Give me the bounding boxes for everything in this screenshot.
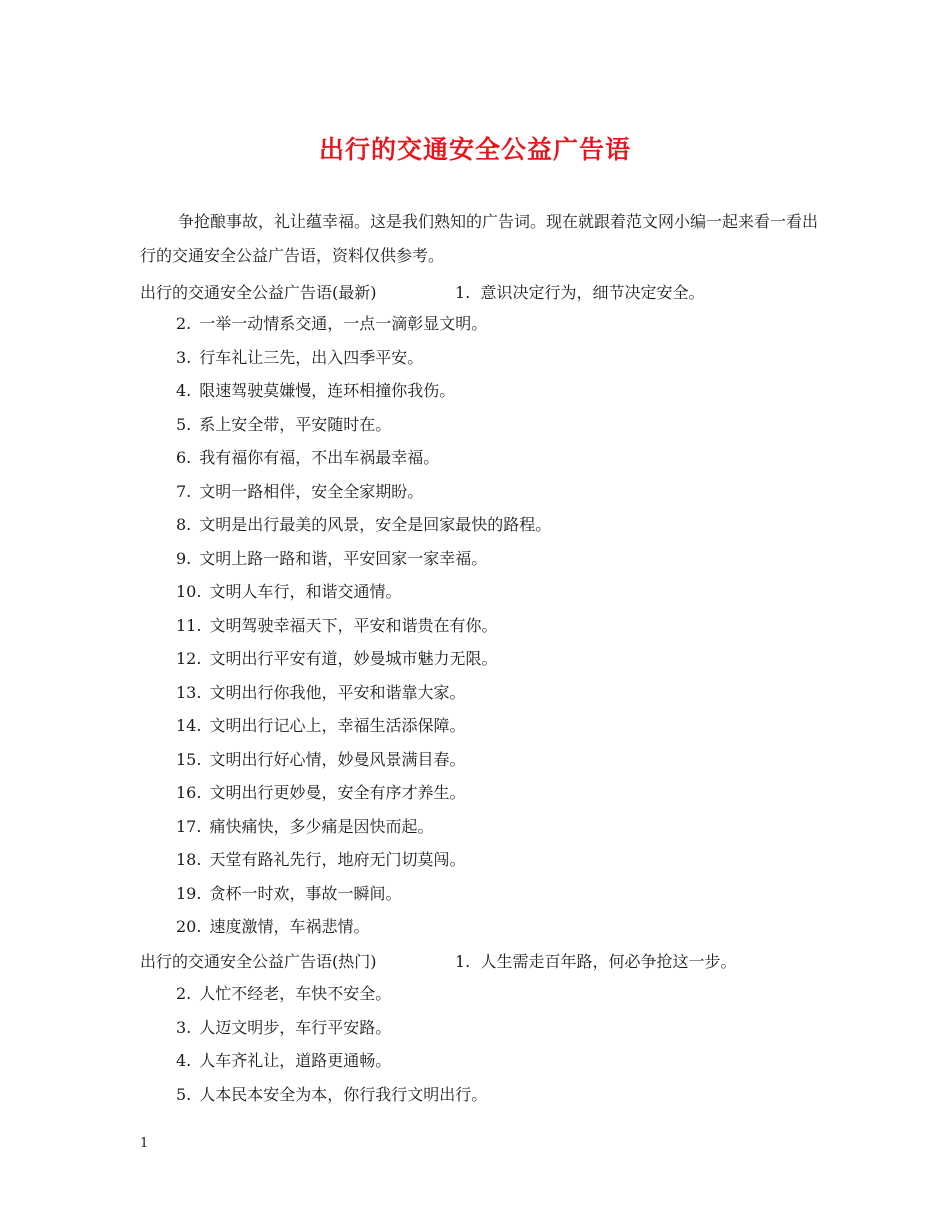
list-item-text: 人迈文明步，车行平安路。 (199, 1017, 392, 1037)
list-item-number: 2. (176, 984, 192, 1003)
list-item (176, 810, 551, 844)
list-item-text: 文明出行更妙曼，安全有序才养生。 (209, 783, 466, 802)
list-item-text: 一举一动情系交通，一点一滴彰显文明。 (199, 314, 488, 333)
intro-paragraph: 争抢酿事故，礼让蕴幸福。这是我们熟知的广告词。现在就跟着范文网小编一起来看一看出行的交通安全公益广告语，资料仅供参考。 (140, 212, 819, 265)
list-item-number: 1. (455, 952, 471, 971)
section-heading-latest (140, 276, 704, 309)
list-item-text: 人车齐礼让，道路更通畅。 (199, 1051, 392, 1070)
page-number: 1 (140, 1136, 149, 1151)
list-item (176, 642, 551, 676)
list-item-text: 文明一路相伴，安全全家期盼。 (199, 481, 424, 501)
list-item-number: 6. (176, 448, 192, 467)
list-item (176, 977, 487, 1011)
list-item (176, 743, 551, 777)
list-item-number: 8. (176, 515, 192, 534)
list-item-text: 文明出行好心情，妙曼风景满目春。 (209, 749, 466, 769)
list-item-text: 文明上路一路和谐，平安回家一家幸福。 (199, 548, 488, 568)
list-item-number: 16. (176, 783, 202, 802)
list-item (176, 408, 551, 442)
list-item-text: 天堂有路礼先行，地府无门切莫闯。 (209, 850, 466, 869)
list-item-text: 意识决定行为，细节决定安全。 (480, 283, 705, 302)
list-item (176, 709, 551, 743)
list-item-text: 文明是出行最美的风景，安全是回家最快的路程。 (199, 515, 552, 534)
list-item-number: 13. (176, 682, 202, 702)
page-title: 出行的交通安全公益广告语 (318, 135, 631, 164)
list-item (176, 542, 551, 576)
list-item-number: 10. (176, 582, 202, 601)
list-item (176, 508, 551, 542)
list-item (176, 843, 551, 877)
list-item (176, 877, 551, 911)
list-item-number: 18. (176, 850, 202, 869)
list-item-number: 17. (176, 816, 202, 836)
list-item (176, 374, 551, 408)
list-item (176, 1011, 487, 1045)
list-item-number: 5. (176, 1084, 192, 1104)
list-item-number: 4. (176, 381, 192, 400)
list-item-text: 人生需走百年路，何必争抢这一步。 (480, 952, 737, 971)
list-item-text: 文明人车行，和谐交通情。 (209, 582, 402, 601)
list-item-number: 5. (176, 414, 192, 434)
list-item (176, 441, 551, 475)
list-item (176, 575, 551, 609)
list-item-number: 14. (176, 716, 202, 735)
list-item (176, 475, 551, 509)
list-item-number: 3. (176, 347, 192, 367)
list-item-number: 19. (176, 883, 202, 903)
list-item-text: 限速驾驶莫嫌慢，连环相撞你我伤。 (199, 381, 456, 400)
list-item-text: 我有福你有福，不出车祸最幸福。 (199, 448, 440, 467)
list-item (176, 910, 551, 944)
section-title: 出行的交通安全公益广告语(热门) (140, 952, 377, 971)
list-item-text: 系上安全带，平安随时在。 (199, 414, 392, 434)
list-item (176, 307, 551, 341)
list-item-text: 文明驾驶幸福天下，平安和谐贵在有你。 (209, 615, 498, 635)
list-item-number: 11. (176, 615, 202, 635)
list-item-number: 3. (176, 1017, 192, 1037)
list-item-number: 15. (176, 749, 202, 769)
list-item-text: 行车礼让三先，出入四季平安。 (199, 347, 424, 367)
list-item-number: 20. (176, 917, 202, 936)
list-item (176, 776, 551, 810)
slogan-list-latest (176, 307, 551, 944)
list-item (176, 609, 551, 643)
list-item-number: 4. (176, 1051, 192, 1070)
slogan-list-hot (176, 977, 487, 1111)
section-heading-hot (140, 945, 736, 978)
list-item-number: 1. (455, 283, 471, 302)
list-item-text: 贪杯一时欢，事故一瞬间。 (209, 883, 402, 903)
list-item (176, 341, 551, 375)
list-item-number: 9. (176, 548, 192, 568)
list-item (176, 1044, 487, 1078)
list-item-text: 痛快痛快，多少痛是因快而起。 (209, 816, 434, 836)
list-item-text: 文明出行你我他，平安和谐靠大家。 (209, 682, 466, 702)
list-item-text: 人本民本安全为本，你行我行文明出行。 (199, 1084, 488, 1104)
list-item-number: 7. (176, 481, 192, 501)
section-title: 出行的交通安全公益广告语(最新) (140, 283, 377, 302)
list-item-text: 速度激情，车祸悲情。 (209, 917, 370, 936)
list-item (176, 1078, 487, 1112)
list-item-number: 12. (176, 649, 202, 668)
list-item-text: 文明出行平安有道，妙曼城市魅力无限。 (209, 649, 498, 668)
list-item (176, 676, 551, 710)
list-item-text: 人忙不经老，车快不安全。 (199, 984, 392, 1003)
list-item-number: 2. (176, 314, 192, 333)
list-item-text: 文明出行记心上，幸福生活添保障。 (209, 716, 466, 735)
